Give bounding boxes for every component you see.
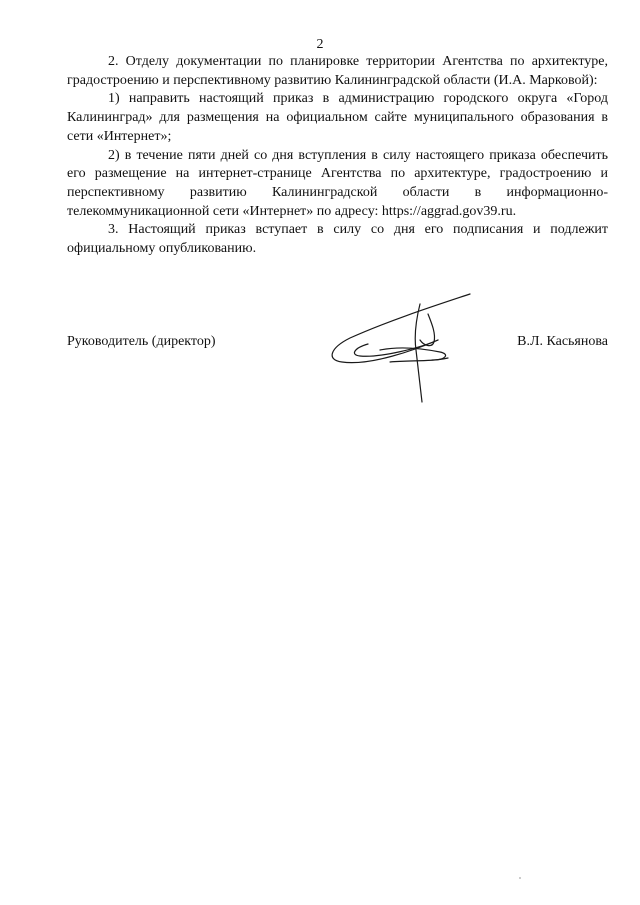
signer-title: Руководитель (директор) bbox=[67, 334, 216, 349]
scan-speck bbox=[519, 877, 521, 879]
document-body bbox=[67, 53, 608, 259]
paragraph-item-2: 2. Отделу документации по планировке территории Агентства по архитектуре, градостроению и перспективному развитию Калининградской области (И.А. Марковой): bbox=[67, 54, 608, 88]
paragraph-item-3: 3. Настоящий приказ вступает в силу со дня его подписания и подлежит официальному опубликованию. bbox=[67, 222, 608, 257]
paragraph-subitem-2: 2) в течение пяти дней со дня вступления в силу настоящего приказа обеспечить его размещение на интернет-странице Агентства по архитектуре, градостроению и перспективному развитию Калининградской области в информационно-телекоммуникационной сети «Интернет» по адресу: https://aggrad.gov39.ru. bbox=[67, 147, 608, 219]
page-number: 2 bbox=[316, 37, 324, 52]
paragraph-subitem-1: 1) направить настоящий приказ в администрацию городского округа «Город Калининград» для размещения на официальном сайте муниципального образования в сети «Интернет»; bbox=[67, 91, 608, 144]
handwritten-signature bbox=[320, 290, 490, 408]
signer-name: В.Л. Касьянова bbox=[517, 334, 608, 349]
